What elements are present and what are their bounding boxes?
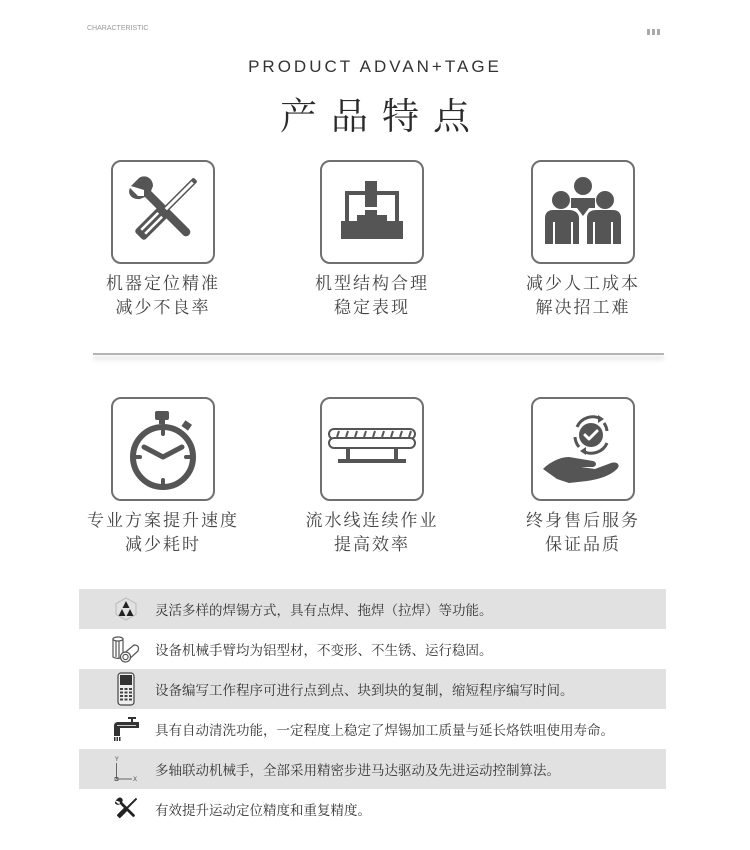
list-item-text: 具有自动清洗功能，一定程度上稳定了焊锡加工质量与延长烙铁咀使用寿命。: [155, 723, 614, 739]
list-item-text: 多轴联动机械手，全部采用精密步进马达驱动及先进运动控制算法。: [155, 763, 560, 779]
feature-card: [53, 397, 273, 557]
hand-check-service-icon: [541, 407, 625, 491]
list-item: [79, 629, 666, 669]
feature-title: 专业方案提升速度: [87, 511, 239, 531]
triforce-hexagon-icon: [115, 597, 137, 621]
list-item: [79, 789, 666, 829]
list-item-text: 灵活多样的焊锡方式，具有点焊、拖焊（拉焊）等功能。: [155, 603, 493, 619]
section-subtitle: PRODUCT ADVAN+TAGE: [248, 57, 502, 76]
list-item: [79, 749, 666, 789]
svg-text:X: X: [133, 776, 138, 783]
list-item-text: 设备机械手臂均为铝型材，不变形、不生锈、运行稳固。: [155, 643, 493, 659]
list-item-text: 设备编写工作程序可进行点到点、块到块的复制，缩短程序编写时间。: [155, 683, 574, 699]
stopwatch-icon: [123, 407, 203, 491]
feature-subtitle: 减少耗时: [125, 535, 201, 555]
icon-box: [111, 160, 215, 264]
people-group-icon: [541, 174, 625, 250]
xy-axis-icon: [112, 754, 140, 784]
feature-card: [473, 160, 693, 320]
feature-subtitle: 稳定表现: [334, 298, 410, 318]
icon-box: [531, 397, 635, 501]
feature-card: [53, 160, 273, 320]
list-item: [79, 669, 666, 709]
corner-label: CHARACTERISTIC: [87, 25, 149, 32]
section-divider: [93, 353, 664, 355]
icon-box: [111, 397, 215, 501]
icon-box: [531, 160, 635, 264]
svg-text:Y: Y: [115, 756, 119, 763]
aluminum-profile-icon: [110, 635, 142, 663]
faucet-icon: [112, 716, 140, 742]
list-item: [79, 709, 666, 749]
menu-dots-icon: [647, 29, 660, 35]
icon-box: [320, 397, 424, 501]
feature-title: 终身售后服务: [526, 511, 640, 531]
conveyor-icon: [327, 427, 417, 471]
feature-title: 减少人工成本: [526, 274, 640, 294]
handheld-controller-icon: [117, 672, 135, 706]
feature-title: 流水线连续作业: [305, 511, 439, 531]
list-item: [79, 589, 666, 629]
feature-card: [262, 160, 482, 320]
feature-card: [262, 397, 482, 557]
feature-subtitle: 提高效率: [334, 535, 410, 555]
tools-icon: [123, 172, 203, 252]
feature-subtitle: 保证品质: [545, 535, 621, 555]
feature-title: 机型结构合理: [315, 274, 429, 294]
icon-box: [320, 160, 424, 264]
feature-list: [79, 589, 666, 829]
feature-title: 机器定位精准: [106, 274, 220, 294]
machine-frame-icon: [337, 177, 407, 247]
feature-subtitle: 减少不良率: [115, 298, 211, 318]
list-item-text: 有效提升运动定位精度和重复精度。: [155, 803, 371, 819]
tools-icon: [113, 796, 139, 822]
section-title: 产品特点: [280, 95, 484, 138]
feature-subtitle: 解决招工难: [535, 298, 631, 318]
feature-card: [473, 397, 693, 557]
